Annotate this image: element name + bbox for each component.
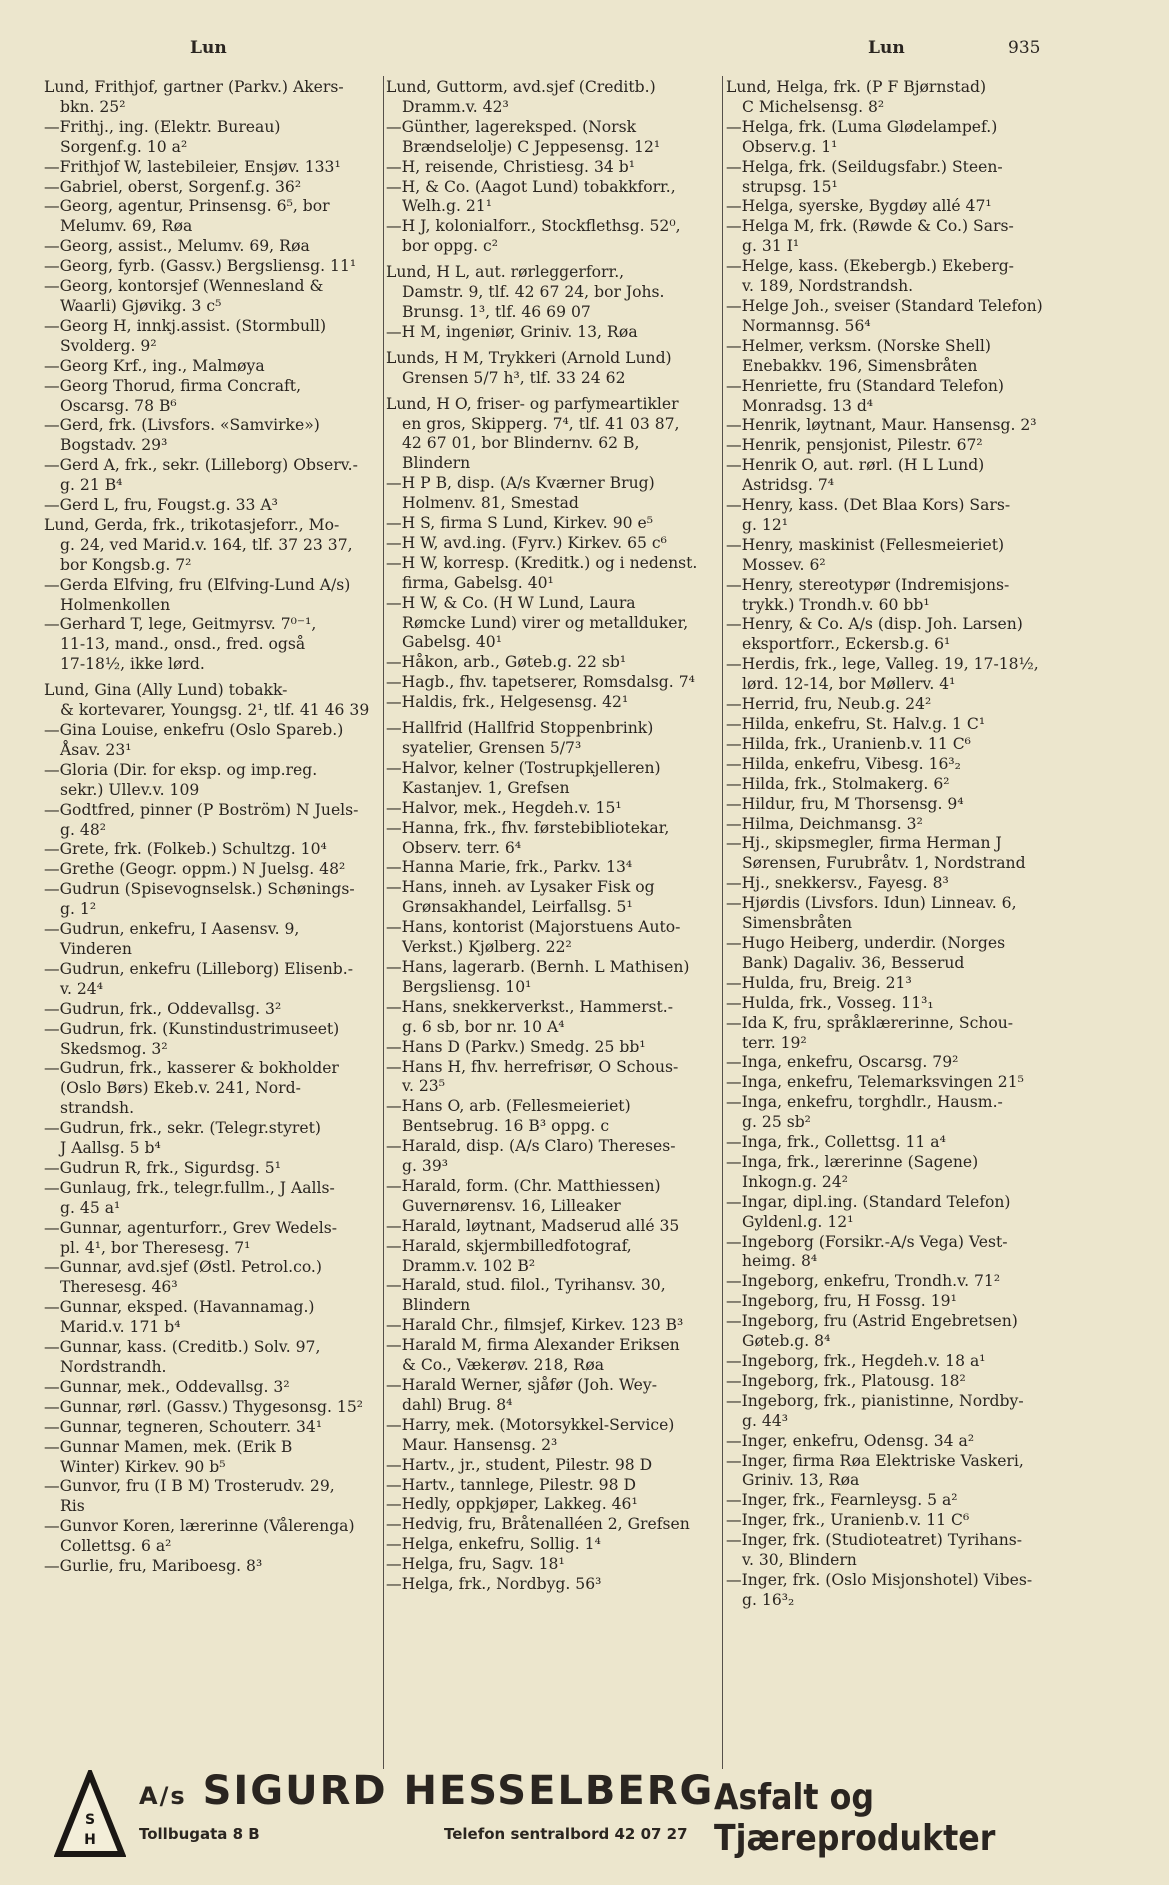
svg-text:H: H [84,1832,96,1848]
directory-entry: —Helga, frk., Nordbyg. 56³ [386,1575,602,1594]
directory-entry: —Gunnar, agenturforr., Grev Wedels- pl. 4¹, bor Theresesg. 7¹ [44,1218,338,1257]
directory-entry: —Gudrun, frk., Oddevallsg. 3² [44,999,282,1018]
directory-entry: —Frithjof W, lastebileier, Ensjøv. 133¹ [44,157,341,176]
directory-entry: —Inga, enkefru, Telemarksvingen 21⁵ [726,1073,1024,1092]
directory-entry: —Gunnar, rørl. (Gassv.) Thygesonsg. 15² [44,1397,364,1416]
directory-entry: —Henry, maskinist (Fellesmeieriet) Mossev. 6² [726,535,1005,574]
directory-column-3 [726,78,1056,1611]
directory-entry: —Inger, frk. (Oslo Misjonshotel) Vibes- g. 16³₂ [726,1570,1033,1609]
directory-entry: —Gunvor Koren, lærerinne (Vålerenga) Collettsg. 6 a² [44,1517,355,1556]
directory-column-1 [44,78,384,1577]
directory-entry: Lund, H O, friser- og parfymeartikler en gros, Skipperg. 7⁴, tlf. 41 03 87, 42 67 01, bor Blindernv. 62 B, Blindern [386,394,680,473]
directory-entry: —Henry, & Co. A/s (disp. Joh. Larsen) eksportforr., Eckersb.g. 6¹ [726,615,1023,654]
directory-entry: —Hans O, arb. (Fellesmeieriet) Bentsebrug. 16 B³ oppg. c [386,1097,631,1136]
directory-entry: —H, reisende, Christiesg. 34 b¹ [386,157,636,176]
directory-entry: —Helga, frk. (Luma Glødelampef.) Observ.g. 1¹ [726,117,998,156]
directory-entry: —Henry, kass. (Det Blaa Kors) Sars- g. 12¹ [726,496,1011,534]
directory-entry: —Harald, stud. filol., Tyrihansv. 30, Blindern [386,1276,666,1315]
directory-entry: Lund, Gina (Ally Lund) tobakk- & kortevarer, Youngsg. 2¹, tlf. 41 46 39 [44,681,370,720]
directory-entry: —Henry, stereotypør (Indremisjons- trykk.) Trondh.v. 60 bb¹ [726,575,1010,614]
directory-entry: —H, & Co. (Aagot Lund) tobakkforr., Welh.g. 21¹ [386,177,676,216]
directory-entry: —Helge Joh., sveiser (Standard Telefon) Normannsg. 56⁴ [726,296,1043,335]
directory-entry: —Georg, agentur, Prinsensg. 6⁵, bor Melumv. 69, Røa [44,197,330,236]
directory-entry: —Hartv., jr., student, Pilestr. 98 D [386,1455,653,1474]
directory-entry: —Herdis, frk., lege, Valleg. 19, 17-18½, lørd. 12-14, bor Møllerv. 4¹ [726,655,1039,694]
directory-entry: —Hans D (Parkv.) Smedg. 25 bb¹ [386,1037,646,1056]
directory-entry: —Hans, inneh. av Lysaker Fisk og Grønsakhandel, Leirfallsg. 5¹ [386,878,655,917]
directory-entry: —Gudrun, frk., sekr. (Telegr.styret) J Aallsg. 5 b⁴ [44,1119,321,1158]
directory-entry: —Ingeborg, frk., Platousg. 18² [726,1371,966,1390]
directory-entry: —Henrik O, aut. rørl. (H L Lund) Astridsg. 7⁴ [726,456,985,495]
directory-entry: —Harry, mek. (Motorsykkel-Service) Maur. Hansensg. 2³ [386,1415,675,1454]
directory-entry: —Ingeborg, fru (Astrid Engebretsen) Gøteb.g. 8⁴ [726,1312,1018,1351]
directory-entry: —Hilda, frk., Uranienb.v. 11 C⁶ [726,734,971,753]
directory-entry: —Gudrun, frk., kasserer & bokholder (Oslo Børs) Ekeb.v. 241, Nord- strandsh. [44,1059,339,1118]
directory-entry: —Georg H, innkj.assist. (Stormbull) Svolderg. 9² [44,316,327,355]
directory-entry: —Hedly, oppkjøper, Lakkeg. 46¹ [386,1495,638,1514]
directory-entry: —Hugo Heiberg, underdir. (Norges Bank) Dagaliv. 36, Besserud [726,933,1006,972]
directory-entry: —Hartv., tannlege, Pilestr. 98 D [386,1475,636,1494]
directory-entry: —Ida K, fru, språklærerinne, Schou- terr. 19² [726,1013,1014,1052]
directory-entry: —Gloria (Dir. for eksp. og imp.reg. sekr.) Ullev.v. 109 [44,760,318,799]
directory-entry: —Ingar, dipl.ing. (Standard Telefon) Gyldenl.g. 12¹ [726,1192,1011,1231]
directory-entry: —Gabriel, oberst, Sorgenf.g. 36² [44,177,302,196]
directory-entry: —Hanna, frk., fhv. førstebibliotekar, Observ. terr. 6⁴ [386,818,670,857]
svg-text:S: S [84,1812,96,1828]
directory-entry: —H W, korresp. (Kreditk.) og i nedenst. firma, Gabelsg. 40¹ [386,553,698,592]
directory-entry: —Godtfred, pinner (P Boström) N Juels- g. 48² [44,800,359,839]
directory-entry: —Hans, kontorist (Majorstuens Auto- Verkst.) Kjølberg. 22² [386,918,681,957]
directory-entry: —Gerd A, frk., sekr. (Lilleborg) Observ.- g. 21 B⁴ [44,456,358,495]
directory-entry: —Inga, enkefru, Oscarsg. 79² [726,1053,959,1072]
ad-address: Tollbugata 8 B [139,1825,260,1843]
directory-entry: —Gudrun, enkefru (Lilleborg) Elisenb.- v. 24⁴ [44,959,354,998]
directory-entry: —Henriette, fru (Standard Telefon) Monradsg. 13 d⁴ [726,376,1004,415]
directory-entry: —H P B, disp. (A/s Kværner Brug) Holmenv. 81, Smestad [386,474,655,513]
directory-entry: Lund, Guttorm, avd.sjef (Creditb.) Dramm.v. 42³ [386,78,656,116]
directory-entry: —Gunnar, mek., Oddevallsg. 3² [44,1377,290,1396]
directory-entry: —Hj., snekkersv., Fayesg. 8³ [726,874,949,893]
directory-entry: —Gerd, frk. (Livsfors. «Samvirke») Bogstadv. 29³ [44,416,320,455]
ad-prefix: A/s [139,1782,187,1810]
directory-entry: —Georg, fyrb. (Gassv.) Bergsliensg. 11¹ [44,257,357,276]
directory-entry: —Hilda, enkefru, St. Halv.g. 1 C¹ [726,715,986,733]
directory-entry: —Gunnar Mamen, mek. (Erik B Winter) Kirkev. 90 b⁵ [44,1437,293,1476]
directory-entry: —H M, ingeniør, Griniv. 13, Røa [386,322,638,341]
company-logo [54,1770,126,1860]
running-head-right: Lun [868,38,905,58]
directory-entry: —H W, avd.ing. (Fyrv.) Kirkev. 65 c⁶ [386,533,667,552]
directory-entry: —Inger, firma Røa Elektriske Vaskeri, Griniv. 13, Røa [726,1451,1024,1490]
directory-entry: —Hans H, fhv. herrefrisør, O Schous- v. 23⁵ [386,1057,679,1096]
directory-entry: —Hans, lagerarb. (Bernh. L Mathisen) Bergsliensg. 10¹ [386,957,690,996]
directory-entry: —Haldis, frk., Helgesensg. 42¹ [386,693,629,712]
directory-entry: —Halvor, kelner (Tostrupkjelleren) Kastanjev. 1, Grefsen [386,758,661,797]
directory-entry: —Herrid, fru, Neub.g. 24² [726,695,932,714]
directory-entry: —Hj., skipsmegler, firma Herman J Sørensen, Furubråtv. 1, Nordstrand [726,834,1026,873]
directory-entry: Lund, Frithjof, gartner (Parkv.) Akers- bkn. 25² [44,78,344,116]
directory-entry: —Henrik, pensjonist, Pilestr. 67² [726,436,983,455]
directory-entry: —Helmer, verksm. (Norske Shell) Enebakkv. 196, Simensbråten [726,336,991,375]
directory-entry: —Harald M, firma Alexander Eriksen & Co., Vækerøv. 218, Røa [386,1336,680,1375]
directory-entry: —Helga, enkefru, Sollig. 1⁴ [386,1535,601,1554]
directory-entry: Lund, Gerda, frk., trikotasjeforr., Mo- g. 24, ved Marid.v. 164, tlf. 37 23 37, bor Kongsb.g. 7² [44,515,353,574]
directory-entry: —Gurlie, fru, Mariboesg. 8³ [44,1557,263,1576]
directory-entry: —Gudrun R, frk., Sigurdsg. 5¹ [44,1158,281,1177]
directory-entry: —Hildur, fru, M Thorsensg. 9⁴ [726,794,964,813]
directory-entry: —Harald, disp. (A/s Claro) Thereses- g. 39³ [386,1137,676,1176]
directory-entry: —Inga, enkefru, torghdlr., Hausm.- g. 25 sb² [726,1093,1003,1132]
directory-entry: —Georg, kontorsjef (Wennesland & Waarli) Gjøvikg. 3 c⁵ [44,277,324,315]
directory-entry: —Helga, fru, Sagv. 18¹ [386,1555,565,1574]
directory-entry: —Helga M, frk. (Røwde & Co.) Sars- g. 31 I¹ [726,217,1014,256]
directory-entry: —Gunlaug, frk., telegr.fullm., J Aalls- g. 45 a¹ [44,1178,335,1217]
directory-entry: —Harald, form. (Chr. Matthiessen) Guvernørensv. 16, Lilleaker [386,1176,661,1215]
directory-entry: —Hedvig, fru, Bråtenalléen 2, Grefsen [386,1515,690,1534]
directory-entry: —Hanna Marie, frk., Parkv. 13⁴ [386,858,633,877]
directory-entry: —Gerhard T, lege, Geitmyrsv. 7⁰⁻¹, 11-13, mand., onsd., fred. også 17-18½, ikke lørd. [44,615,317,674]
directory-entry: —Gunnar, kass. (Creditb.) Solv. 97, Nordstrandh. [44,1338,321,1376]
directory-entry: —Gina Louise, enkefru (Oslo Spareb.) Åsav. 23¹ [44,721,344,759]
directory-entry: —Ingeborg, enkefru, Trondh.v. 71² [726,1272,1001,1291]
ad-company-name [139,1768,714,1814]
directory-entry: —Gudrun, frk. (Kunstindustrimuseet) Skedsmog. 3² [44,1019,340,1058]
page-number: 935 [1008,38,1041,58]
directory-entry: —Gunnar, eksped. (Havannamag.) Marid.v. 171 b⁴ [44,1298,315,1337]
directory-entry: —Gunnar, avd.sjef (Østl. Petrol.co.) Theresesg. 46³ [44,1258,322,1297]
directory-entry: —Gunnar, tegneren, Schouterr. 34¹ [44,1417,323,1436]
ad-products: Asfalt og Tjæreprodukter [714,1777,996,1859]
directory-entry: —Harald Werner, sjåfør (Joh. Wey- dahl) Brug. 8⁴ [386,1376,657,1414]
directory-entry: —Inger, frk., Fearnleysg. 5 a² [726,1491,958,1510]
directory-entry: —Inger, enkefru, Odensg. 34 a² [726,1431,975,1450]
directory-entry: —Henrik, løytnant, Maur. Hansensg. 2³ [726,416,1037,435]
directory-entry: —Halvor, mek., Hegdeh.v. 15¹ [386,798,622,817]
directory-entry: —Hilda, enkefru, Vibesg. 16³₂ [726,754,961,773]
directory-entry: —Hans, snekkerverkst., Hammerst.- g. 6 sb, bor nr. 10 A⁴ [386,997,674,1036]
directory-entry: —Gudrun, enkefru, I Aasensv. 9, Vinderen [44,920,300,958]
directory-entry: —Ingeborg, fru, H Fossg. 19¹ [726,1292,957,1311]
directory-entry: —Gerd L, fru, Fougst.g. 33 A³ [44,496,278,515]
directory-entry: —Gerda Elfving, fru (Elfving-Lund A/s) Holmenkollen [44,575,351,614]
directory-entry: —Georg Thorud, firma Concraft, Oscarsg. 78 B⁶ [44,376,302,415]
directory-entry: —Hagb., fhv. tapetserer, Romsdalsg. 7⁴ [386,673,695,692]
directory-entry: —Hulda, fru, Breig. 21³ [726,973,912,992]
directory-entry: —Inga, frk., lærerinne (Sagene) Inkogn.g. 24² [726,1152,979,1191]
running-head-left: Lun [190,38,227,58]
advertisement [54,1765,1124,1885]
directory-entry: —Gunvor, fru (I B M) Trosterudv. 29, Ris [44,1477,335,1516]
directory-entry: —Håkon, arb., Gøteb.g. 22 sb¹ [386,653,627,672]
ad-phone: Telefon sentralbord 42 07 27 [444,1825,688,1843]
directory-entry: —Gudrun (Spisevognselsk.) Schønings- g. 1² [44,880,355,919]
directory-entry: —Hulda, frk., Vosseg. 11³₁ [726,993,934,1012]
directory-entry: —Hilda, frk., Stolmakerg. 6² [726,774,950,793]
directory-column-2 [386,78,724,1595]
directory-entry: —Grethe (Geogr. oppm.) N Juelsg. 48² [44,860,346,879]
directory-entry: —Frithj., ing. (Elektr. Bureau) Sorgenf.g. 10 a² [44,117,281,156]
directory-entry: —Ingeborg (Forsikr.-A/s Vega) Vest- heimg. 8⁴ [726,1232,1008,1271]
directory-entry: —Helge, kass. (Ekebergb.) Ekeberg- v. 189, Nordstrandsh. [726,257,1014,296]
directory-entry: —Inga, frk., Collettsg. 11 a⁴ [726,1133,946,1152]
directory-entry: —Ingeborg, frk., pianistinne, Nordby- g. 44³ [726,1391,1024,1430]
directory-entry: —Ingeborg, frk., Hegdeh.v. 18 a¹ [726,1352,986,1370]
directory-entry: —H S, firma S Lund, Kirkev. 90 e⁵ [386,514,653,533]
directory-entry: Lund, H L, aut. rørleggerforr., Damstr. 9, tlf. 42 67 24, bor Johs. Brunsg. 1³, tlf. 46 69 07 [386,263,665,321]
directory-entry: —H W, & Co. (H W Lund, Laura Rømcke Lund) virer og metallduker, Gabelsg. 40¹ [386,593,689,652]
directory-entry: Lund, Helga, frk. (P F Bjørnstad) C Michelsensg. 8² [726,78,987,116]
directory-entry: —Hilma, Deichmansg. 3² [726,814,923,833]
directory-entry: —Georg, assist., Melumv. 69, Røa [44,237,310,256]
directory-entry: —Hjørdis (Livsfors. Idun) Linneav. 6, Simensbråten [726,894,1017,933]
directory-entry: Lunds, H M, Trykkeri (Arnold Lund) Grensen 5/7 h³, tlf. 33 24 62 [386,348,672,387]
directory-entry: —Helga, syerske, Bygdøy allé 47¹ [726,197,992,216]
directory-entry: —Harald Chr., filmsjef, Kirkev. 123 B³ [386,1316,684,1335]
directory-entry: —Harald, skjermbilledfotograf, Dramm.v. 102 B² [386,1236,632,1275]
directory-entry: —Inger, frk. (Studioteatret) Tyrihans- v. 30, Blindern [726,1531,1023,1570]
directory-entry: —Hallfrid (Hallfrid Stoppenbrink) syatelier, Grensen 5/7³ [386,719,654,757]
directory-entry: —Inger, frk., Uranienb.v. 11 C⁶ [726,1511,970,1530]
directory-entry: —Grete, frk. (Folkeb.) Schultzg. 10⁴ [44,840,327,859]
ad-company: SIGURD HESSELBERG [202,1768,715,1814]
directory-entry: —Harald, løytnant, Madserud allé 35 [386,1216,680,1235]
directory-entry: —H J, kolonialforr., Stockflethsg. 52⁰, bor oppg. c² [386,217,681,256]
directory-entry: —Helga, frk. (Seildugsfabr.) Steen- strupsg. 15¹ [726,157,1003,196]
directory-entry: —Günther, lagereksped. (Norsk Brændselolje) C Jeppesensg. 12¹ [386,117,661,156]
directory-entry: —Georg Krf., ing., Malmøya [44,356,265,375]
